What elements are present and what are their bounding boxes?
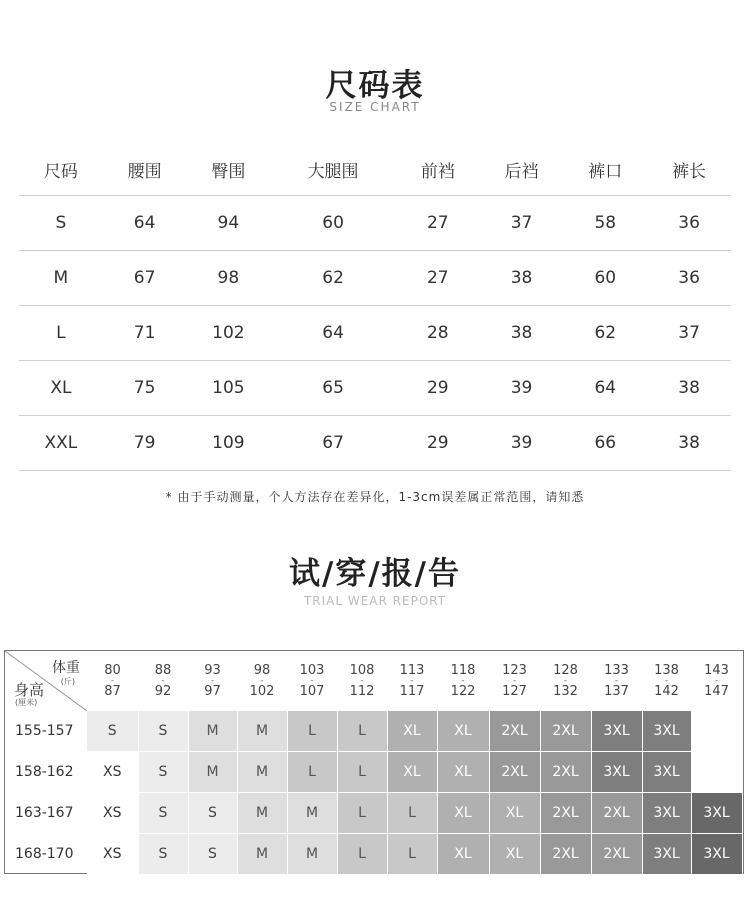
table-cell: 60 <box>270 196 396 251</box>
size-recommendation-cell: 2XL <box>591 834 642 875</box>
corner-cell <box>5 651 87 711</box>
weight-to: 142 <box>654 683 679 699</box>
size-recommendation-cell: XL <box>437 711 489 752</box>
size-recommendation-cell: XL <box>489 834 540 875</box>
weight-to: 137 <box>604 683 629 699</box>
height-row <box>5 793 742 834</box>
table-cell: 62 <box>270 251 396 306</box>
size-recommendation-cell: L <box>287 711 337 752</box>
trial-report-grid <box>4 650 744 874</box>
table-cell: 29 <box>396 361 480 416</box>
table-cell: 79 <box>103 416 187 471</box>
size-recommendation-cell: L <box>337 793 387 834</box>
size-recommendation-cell: XS <box>87 752 138 793</box>
table-cell: 105 <box>187 361 271 416</box>
weight-header-row <box>5 651 742 711</box>
table-cell: 62 <box>563 306 647 361</box>
header-leg-opening: 裤口 <box>588 161 623 182</box>
table-cell: 27 <box>396 251 480 306</box>
height-label: 身高 <box>14 681 45 699</box>
weight-range-header <box>87 651 138 711</box>
size-recommendation-cell: 2XL <box>489 752 540 793</box>
range-dash: - <box>260 675 264 686</box>
header-size: 尺码 <box>43 161 78 182</box>
weight-to: 132 <box>553 683 578 699</box>
table-cell: M <box>19 251 103 306</box>
table-cell: 64 <box>103 196 187 251</box>
size-recommendation-cell: M <box>237 793 287 834</box>
range-dash: - <box>410 675 414 686</box>
size-recommendation-cell: M <box>237 834 287 875</box>
size-recommendation-cell: 3XL <box>591 711 642 752</box>
table-cell: XL <box>19 361 103 416</box>
weight-range-header <box>387 651 437 711</box>
range-dash: - <box>360 675 364 686</box>
weight-from: 118 <box>450 662 476 678</box>
weight-to: 122 <box>450 683 476 699</box>
size-chart-subtitle: SIZE CHART <box>329 100 421 114</box>
table-cell: 98 <box>187 251 271 306</box>
table-cell: 29 <box>396 416 480 471</box>
table-cell: 65 <box>270 361 396 416</box>
table-cell: XXL <box>19 416 103 471</box>
weight-range-header <box>642 651 691 711</box>
height-row <box>5 711 742 752</box>
weight-range-header <box>591 651 642 711</box>
size-recommendation-cell: S <box>188 793 237 834</box>
size-recommendation-cell: XL <box>387 752 437 793</box>
weight-to: 92 <box>154 683 172 699</box>
weight-range-header <box>138 651 188 711</box>
weight-from: 80 <box>104 662 121 678</box>
size-recommendation-cell: 3XL <box>642 793 691 834</box>
size-recommendation-cell: M <box>237 752 287 793</box>
range-dash: - <box>210 675 215 686</box>
table-row <box>19 306 731 361</box>
weight-unit: (斤) <box>60 677 75 686</box>
header-back-rise: 后裆 <box>504 161 539 182</box>
range-dash: - <box>664 675 669 686</box>
table-cell: S <box>19 196 103 251</box>
height-row <box>5 834 742 875</box>
weight-to: 102 <box>249 683 275 699</box>
size-recommendation-cell: 3XL <box>691 834 742 875</box>
weight-range-header <box>437 651 489 711</box>
header-front-rise: 前裆 <box>420 161 455 182</box>
range-dash: - <box>310 675 314 686</box>
size-recommendation-cell: L <box>287 752 337 793</box>
size-recommendation-cell: L <box>337 752 387 793</box>
size-recommendation-cell: 2XL <box>540 752 591 793</box>
table-cell: 64 <box>270 306 396 361</box>
table-row <box>19 196 731 251</box>
weight-range-header <box>540 651 591 711</box>
fit-table <box>5 651 743 875</box>
size-recommendation-cell: M <box>237 711 287 752</box>
height-range-label: 155-157 <box>15 723 74 740</box>
weight-from: 98 <box>253 662 271 678</box>
table-row <box>19 361 731 416</box>
size-recommendation-cell: L <box>337 834 387 875</box>
weight-from: 113 <box>399 662 425 678</box>
size-recommendation-cell: 3XL <box>642 711 691 752</box>
weight-to: 112 <box>349 683 375 699</box>
weight-from: 143 <box>704 662 729 678</box>
header-waist: 腰围 <box>127 161 162 182</box>
weight-from: 93 <box>204 662 221 678</box>
size-recommendation-cell: M <box>188 711 237 752</box>
size-recommendation-cell: M <box>287 793 337 834</box>
weight-from: 138 <box>654 662 679 678</box>
table-cell: 94 <box>187 196 271 251</box>
size-recommendation-cell: 3XL <box>642 834 691 875</box>
size-recommendation-cell: 3XL <box>642 752 691 793</box>
size-recommendation-cell: L <box>387 834 437 875</box>
size-recommendation-cell: S <box>87 711 138 752</box>
weight-to: 97 <box>204 683 221 699</box>
header-thigh: 大腿围 <box>307 161 359 182</box>
weight-to: 127 <box>502 683 527 699</box>
range-dash: - <box>512 675 517 686</box>
measurement-note: * 由于手动测量，个人方法存在差异化，1-3cm误差属正常范围，请知悉 <box>165 490 585 504</box>
size-recommendation-cell: XL <box>489 793 540 834</box>
table-cell: 38 <box>647 361 731 416</box>
range-dash: - <box>614 675 619 686</box>
size-recommendation-cell: 2XL <box>591 793 642 834</box>
size-chart-table <box>19 143 731 471</box>
weight-range-header <box>489 651 540 711</box>
weight-to: 147 <box>704 683 729 699</box>
table-cell: 39 <box>480 416 564 471</box>
size-recommendation-cell: S <box>138 834 188 875</box>
size-recommendation-cell: M <box>188 752 237 793</box>
range-dash: - <box>110 675 115 686</box>
height-range-label: 168-170 <box>15 846 74 862</box>
table-row <box>19 251 731 306</box>
size-recommendation-cell <box>691 752 742 793</box>
table-cell: 67 <box>103 251 187 306</box>
table-row <box>19 416 731 471</box>
table-cell: 102 <box>187 306 271 361</box>
header-length: 裤长 <box>672 161 707 182</box>
weight-range-header <box>188 651 237 711</box>
table-cell: 75 <box>103 361 187 416</box>
size-recommendation-cell: 2XL <box>540 834 591 875</box>
header-hip: 臀围 <box>211 161 246 182</box>
table-cell: 66 <box>563 416 647 471</box>
weight-to: 117 <box>399 683 425 699</box>
weight-from: 123 <box>502 662 527 678</box>
range-dash: - <box>563 675 568 686</box>
size-recommendation-cell: S <box>188 834 237 875</box>
size-recommendation-cell: S <box>138 752 188 793</box>
size-recommendation-cell: XL <box>437 793 489 834</box>
height-row <box>5 752 742 793</box>
weight-from: 103 <box>299 662 325 678</box>
size-recommendation-cell: S <box>138 711 188 752</box>
trial-report-title: 试/穿/报/告 <box>289 556 461 592</box>
size-chart-title: 尺码表 <box>325 68 425 104</box>
size-recommendation-cell: 3XL <box>691 793 742 834</box>
weight-from: 108 <box>349 662 375 678</box>
table-cell: 109 <box>187 416 271 471</box>
size-recommendation-cell: XS <box>87 793 138 834</box>
weight-from: 88 <box>154 662 172 678</box>
trial-report-subtitle: TRIAL WEAR REPORT <box>303 594 447 608</box>
table-cell: 28 <box>396 306 480 361</box>
table-cell: 58 <box>563 196 647 251</box>
size-recommendation-cell: S <box>138 793 188 834</box>
weight-range-header <box>691 651 742 711</box>
height-unit: (厘米) <box>15 698 38 707</box>
table-cell: 38 <box>480 251 564 306</box>
size-recommendation-cell: L <box>387 793 437 834</box>
size-recommendation-cell: XL <box>387 711 437 752</box>
table-cell: 67 <box>270 416 396 471</box>
height-range-label: 158-162 <box>15 764 74 780</box>
size-recommendation-cell: 2XL <box>489 711 540 752</box>
height-range-label: 163-167 <box>15 805 74 821</box>
size-recommendation-cell: 2XL <box>540 711 591 752</box>
table-cell: 60 <box>563 251 647 306</box>
range-dash: - <box>161 675 165 686</box>
weight-from: 128 <box>553 662 578 678</box>
range-dash: - <box>714 675 719 686</box>
table-cell: 38 <box>480 306 564 361</box>
size-recommendation-cell: 2XL <box>540 793 591 834</box>
size-recommendation-cell: 3XL <box>591 752 642 793</box>
weight-to: 87 <box>104 683 121 699</box>
table-cell: 38 <box>647 416 731 471</box>
size-recommendation-cell: M <box>287 834 337 875</box>
table-cell: 27 <box>396 196 480 251</box>
size-recommendation-cell: XL <box>437 752 489 793</box>
weight-label: 体重 <box>52 660 80 676</box>
table-cell: 71 <box>103 306 187 361</box>
size-recommendation-cell: XS <box>87 834 138 875</box>
table-cell: 64 <box>563 361 647 416</box>
table-cell: L <box>19 306 103 361</box>
weight-range-header <box>337 651 387 711</box>
size-recommendation-cell <box>691 711 742 752</box>
weight-range-header <box>237 651 287 711</box>
size-chart-header-row <box>19 143 731 196</box>
table-cell: 39 <box>480 361 564 416</box>
table-cell: 36 <box>647 196 731 251</box>
range-dash: - <box>461 675 465 686</box>
weight-range-header <box>287 651 337 711</box>
weight-to: 107 <box>299 683 325 699</box>
size-recommendation-cell: L <box>337 711 387 752</box>
size-recommendation-cell: XL <box>437 834 489 875</box>
table-cell: 37 <box>647 306 731 361</box>
weight-from: 133 <box>604 662 629 678</box>
table-cell: 36 <box>647 251 731 306</box>
table-cell: 37 <box>480 196 564 251</box>
